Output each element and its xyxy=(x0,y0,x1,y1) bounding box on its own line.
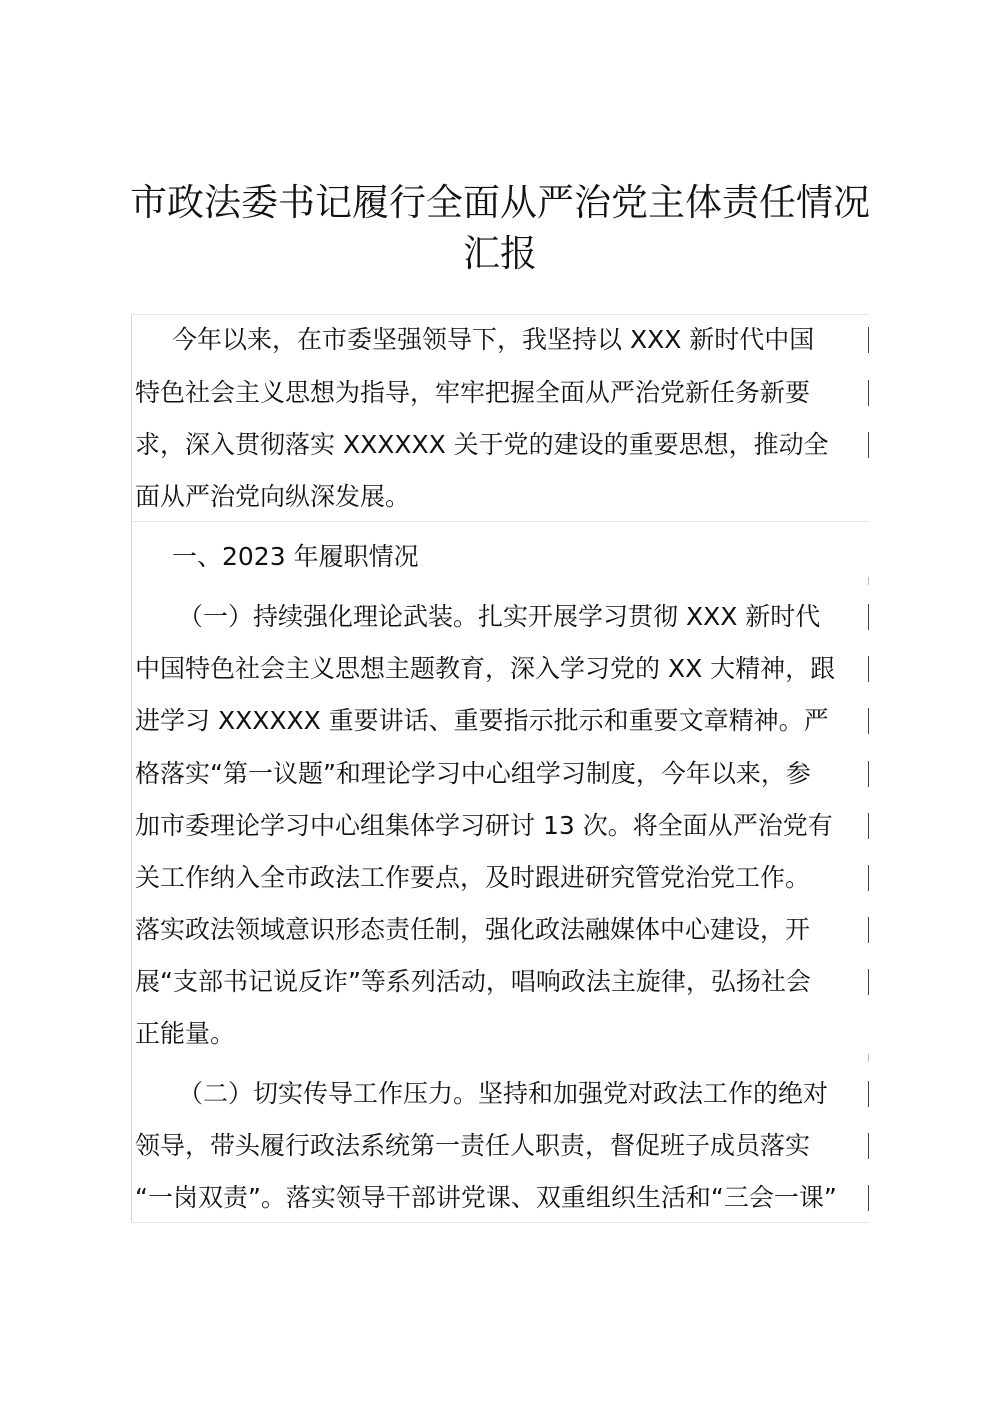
line-end-mark xyxy=(868,813,869,839)
item1-line: 格落实“第一议题”和理论学习中心组学习制度，今年以来，参 xyxy=(135,759,811,788)
line-end-mark xyxy=(868,656,869,682)
document-title-line-2: 汇报 xyxy=(463,232,537,275)
line-end-mark xyxy=(868,432,869,458)
line-end-mark xyxy=(868,327,869,353)
line-end-mark xyxy=(868,1133,869,1159)
intro-line: 今年以来，在市委坚强领导下，我坚持以 XXX 新时代中国 xyxy=(172,325,815,354)
item1-line: 加市委理论学习中心组集体学习研讨 13 次。将全面从严治党有 xyxy=(135,811,833,840)
intro-line: 求，深入贯彻落实 XXXXXX 关于党的建设的重要思想，推动全 xyxy=(135,430,829,459)
item2-line: “一岗双责”。落实领导干部讲党课、双重组织生活和“三会一课” xyxy=(135,1183,837,1212)
line-end-mark xyxy=(868,917,869,943)
line-end-mark xyxy=(868,1054,869,1062)
item1-line: 进学习 XXXXXX 重要讲话、重要指示批示和重要文章精神。严 xyxy=(135,706,829,735)
intro-line: 特色社会主义思想为指导，牢牢把握全面从严治党新任务新要 xyxy=(135,378,811,407)
item1-line: 中国特色社会主义思想主题教育，深入学习党的 XX 大精神，跟 xyxy=(135,654,836,683)
item1-line: （一）持续强化理论武装。扎实开展学习贯彻 XXX 新时代 xyxy=(178,602,821,631)
line-end-mark xyxy=(868,1185,869,1211)
line-end-mark xyxy=(868,865,869,891)
paragraph-divider xyxy=(131,521,869,522)
item1-line: 关工作纳入全市政法工作要点，及时跟进研究管党治党工作。 xyxy=(135,863,811,892)
item1-line: 落实政法领域意识形态责任制，强化政法融媒体中心建设，开 xyxy=(135,915,811,944)
item1-line: 正能量。 xyxy=(135,1019,236,1048)
line-end-mark xyxy=(868,380,869,406)
document-title-line-1: 市政法委书记履行全面从严治党主体责任情况 xyxy=(130,181,870,224)
item2-line: （二）切实传导工作压力。坚持和加强党对政法工作的绝对 xyxy=(178,1079,829,1108)
intro-line: 面从严治党向纵深发展。 xyxy=(135,482,411,511)
frame-top-border xyxy=(131,314,869,315)
line-end-mark xyxy=(868,761,869,787)
line-end-mark xyxy=(868,604,869,630)
line-end-mark xyxy=(868,969,869,995)
item2-line: 领导，带头履行政法系统第一责任人职责，督促班子成员落实 xyxy=(135,1131,811,1160)
section-heading: 一、2023 年履职情况 xyxy=(172,542,419,571)
item1-line: 展“支部书记说反诈”等系列活动，唱响政法主旋律，弘扬社会 xyxy=(135,967,811,996)
line-end-mark xyxy=(868,577,869,585)
line-end-mark xyxy=(868,1081,869,1107)
frame-bottom-border xyxy=(131,1222,869,1223)
line-end-mark xyxy=(868,708,869,734)
